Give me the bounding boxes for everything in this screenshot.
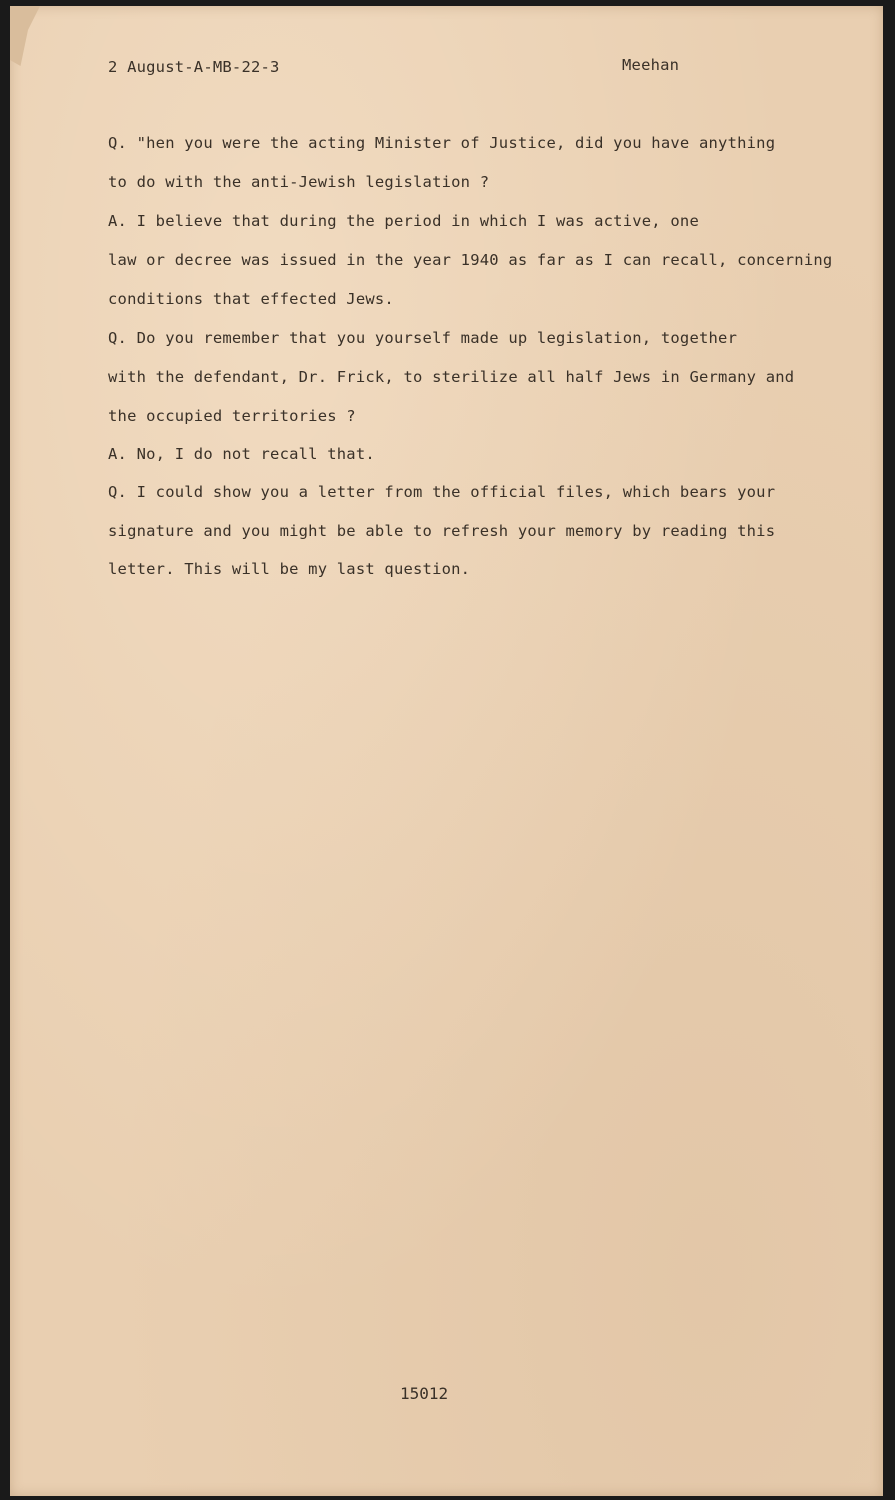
text-line: to do with the anti-Jewish legislation ? [108, 173, 490, 191]
torn-corner [10, 6, 40, 66]
text-line: Q. Do you remember that you yourself made up legislation, together [108, 329, 738, 347]
document-page [10, 6, 883, 1496]
text-line: the occupied territories ? [108, 407, 356, 425]
text-line: with the defendant, Dr. Frick, to sterilize all half Jews in Germany and [108, 368, 795, 386]
text-line: A. I believe that during the period in which I was active, one [108, 212, 699, 230]
page-number: 15012 [400, 1384, 449, 1403]
text-line: law or decree was issued in the year 1940 as far as I can recall, concerning [108, 251, 833, 269]
text-line: Q. "hen you were the acting Minister of Justice, did you have anything [108, 134, 776, 152]
text-line: signature and you might be able to refresh your memory by reading this [108, 522, 776, 540]
header-speaker: Meehan [622, 56, 680, 74]
text-line: Q. I could show you a letter from the official files, which bears your [108, 483, 776, 501]
header-reference: 2 August-A-MB-22-3 [108, 58, 280, 76]
text-line: letter. This will be my last question. [108, 560, 471, 578]
text-line: conditions that effected Jews. [108, 290, 394, 308]
text-line: A. No, I do not recall that. [108, 445, 375, 463]
